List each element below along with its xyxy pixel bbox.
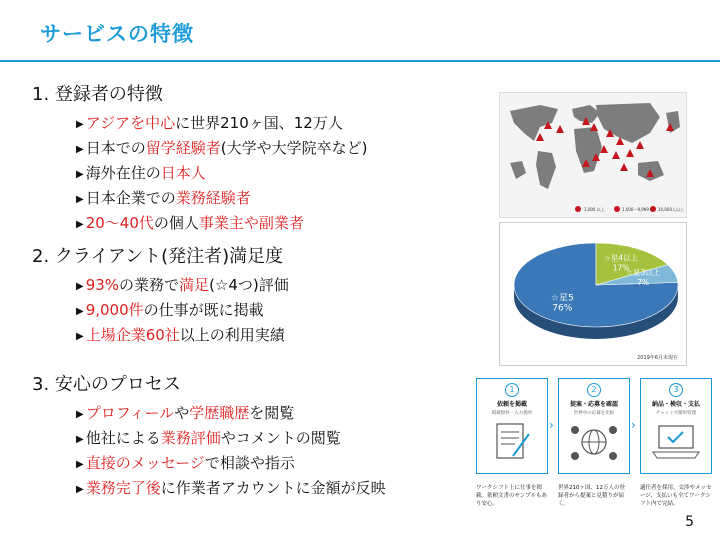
bullet-arrow-icon: ▶ bbox=[76, 459, 84, 470]
step-title: 提案・応募を確認 bbox=[569, 401, 618, 408]
bullet-text: の仕事が既に掲載 bbox=[143, 301, 264, 319]
bullet-text: 他社による bbox=[85, 429, 161, 447]
bullet-text: 日本での bbox=[85, 139, 146, 157]
step-number: 3 bbox=[669, 383, 683, 397]
section-heading: 2. クライアント(発注者)満足度 bbox=[32, 246, 284, 267]
bullet-text: やコメントの閲覧 bbox=[220, 429, 341, 447]
bullet-item bbox=[76, 299, 289, 324]
highlight-text: 満足 bbox=[179, 276, 210, 294]
page-title: サービスの特徴 bbox=[40, 22, 194, 46]
satisfaction-pie-chart bbox=[499, 222, 687, 366]
process-step-1 bbox=[476, 378, 548, 474]
map-legend-2: 1,000〜9,999人 bbox=[622, 207, 653, 212]
section-satisfaction bbox=[32, 242, 289, 349]
highlight-text: プロフィール bbox=[85, 404, 175, 422]
bullet-item bbox=[76, 162, 367, 187]
section-heading: 1. 登録者の特徴 bbox=[32, 84, 163, 105]
pie-value-label: 76% bbox=[552, 303, 573, 314]
highlight-text: 業務完了後 bbox=[85, 479, 161, 497]
bullet-item bbox=[76, 477, 386, 502]
bullet-list bbox=[76, 402, 386, 502]
highlight-text: 業務経験者 bbox=[175, 189, 251, 207]
people-globe-icon bbox=[559, 416, 629, 466]
bullet-text: の業務で bbox=[119, 276, 180, 294]
bullet-item bbox=[76, 427, 386, 452]
step-subtitle: 世界中の応募を比較 bbox=[573, 411, 615, 416]
pie-value-label: 17% bbox=[612, 263, 630, 273]
highlight-text: 事業主や副業者 bbox=[198, 214, 304, 232]
highlight-text: 業務評価 bbox=[160, 429, 221, 447]
bullet-item bbox=[76, 274, 289, 299]
highlight-text: 93% bbox=[85, 276, 120, 294]
highlight-text: 留学経験者 bbox=[145, 139, 221, 157]
map-legend-1: 1,000 以上 bbox=[584, 207, 605, 212]
bullet-list bbox=[76, 274, 289, 349]
pie-label: ☆星4以上 bbox=[604, 253, 639, 263]
bullet-item bbox=[76, 187, 367, 212]
chart-note: 2019年6月末現在 bbox=[637, 355, 678, 361]
bullet-text: に世界210ヶ国、12万人 bbox=[175, 114, 343, 132]
chevron-right-icon: › bbox=[631, 418, 636, 432]
highlight-text: 直接のメッセージ bbox=[85, 454, 205, 472]
bullet-list bbox=[76, 112, 367, 237]
highlight-text: 上場企業60社 bbox=[85, 326, 180, 344]
bullet-text: に作業者アカウントに金額が反映 bbox=[160, 479, 386, 497]
page-number: 5 bbox=[685, 514, 694, 530]
bullet-text: や bbox=[174, 404, 190, 422]
laptop-check-icon bbox=[641, 416, 711, 466]
bullet-arrow-icon: ▶ bbox=[76, 434, 84, 445]
highlight-text: アジアを中心 bbox=[85, 114, 176, 132]
highlight-text: 学歴職歴 bbox=[189, 404, 250, 422]
pie-value-label: 7% bbox=[637, 277, 650, 287]
highlight-text: 20〜40代 bbox=[85, 214, 154, 232]
highlight-text: 日本人 bbox=[160, 164, 206, 182]
bullet-text: 海外在住の bbox=[85, 164, 161, 182]
bullet-arrow-icon: ▶ bbox=[76, 331, 84, 342]
bullet-arrow-icon: ▶ bbox=[76, 119, 84, 130]
step-number: 1 bbox=[505, 383, 519, 397]
bullet-text: (☆4つ)評価 bbox=[209, 276, 289, 294]
step-subtitle: 掲載無料・入力簡単 bbox=[491, 411, 533, 416]
bullet-arrow-icon: ▶ bbox=[76, 169, 84, 180]
world-map-image bbox=[499, 92, 687, 218]
bullet-item bbox=[76, 402, 386, 427]
bullet-item bbox=[76, 112, 367, 137]
bullet-arrow-icon: ▶ bbox=[76, 194, 84, 205]
bullet-arrow-icon: ▶ bbox=[76, 306, 84, 317]
bullet-item bbox=[76, 452, 386, 477]
section-heading: 3. 安心のプロセス bbox=[32, 374, 181, 395]
bullet-text: の個人 bbox=[153, 214, 199, 232]
step-number: 2 bbox=[587, 383, 601, 397]
pie-label: ☆星3以上 bbox=[626, 267, 661, 277]
title-rule bbox=[0, 60, 720, 62]
process-step-2 bbox=[558, 378, 630, 474]
step-caption: 適任者を採用。交渉やメッセージ、支払いも全てワークシフト内で完結。 bbox=[640, 485, 712, 507]
section-registrants bbox=[32, 80, 367, 237]
step-title: 納品・検収・支払 bbox=[651, 401, 700, 408]
document-pen-icon bbox=[477, 416, 547, 466]
pie-label: ☆星5 bbox=[550, 293, 574, 304]
bullet-arrow-icon: ▶ bbox=[76, 219, 84, 230]
highlight-text: 9,000件 bbox=[85, 301, 144, 319]
bullet-text: を閲覧 bbox=[249, 404, 295, 422]
bullet-arrow-icon: ▶ bbox=[76, 281, 84, 292]
bullet-text: (大学や大学院卒など) bbox=[220, 139, 368, 157]
bullet-text: 日本企業での bbox=[85, 189, 176, 207]
bullet-arrow-icon: ▶ bbox=[76, 409, 84, 420]
section-process bbox=[32, 370, 386, 502]
process-diagram bbox=[476, 378, 712, 516]
bullet-item bbox=[76, 212, 367, 237]
step-caption: ワークシフト上に仕事を掲載。依頼文書のサンプルもあり安心。 bbox=[476, 485, 548, 507]
bullet-arrow-icon: ▶ bbox=[76, 144, 84, 155]
bullet-item bbox=[76, 137, 367, 162]
step-title: 依頼を掲載 bbox=[496, 401, 527, 408]
bullet-arrow-icon: ▶ bbox=[76, 484, 84, 495]
chevron-right-icon: › bbox=[549, 418, 554, 432]
map-legend-3: 10,000人以上 bbox=[658, 207, 684, 212]
bullet-item bbox=[76, 324, 289, 349]
process-step-3 bbox=[640, 378, 712, 474]
step-caption: 世界210ヶ国、12万人の登録者から提案と見積りが届く。 bbox=[558, 485, 625, 507]
bullet-text: 以上の利用実績 bbox=[179, 326, 285, 344]
bullet-text: で相談や指示 bbox=[204, 454, 295, 472]
step-subtitle: チャットで簡単管理 bbox=[655, 411, 697, 416]
